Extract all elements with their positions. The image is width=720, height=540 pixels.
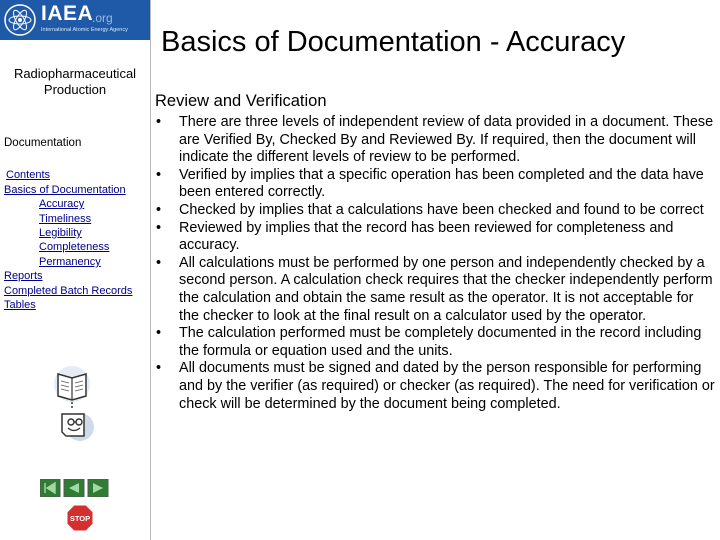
bullet-dot: • [156, 114, 162, 130]
logo-subtitle: International Atomic Energy Agency [41, 27, 128, 33]
bullet-list [155, 114, 715, 413]
bullet-dot: • [156, 325, 162, 342]
navigation-buttons [40, 479, 110, 497]
nav-tables[interactable]: Tables [4, 299, 36, 311]
bullet-item [155, 167, 715, 202]
section-subheading: Review and Verification [155, 92, 327, 110]
iaea-logo[interactable] [0, 0, 150, 40]
bullet-item [155, 202, 715, 220]
sidebar-heading-line1: Radiopharmaceutical [13, 66, 137, 81]
sidebar-heading-line2: Production [43, 82, 107, 97]
bullet-text: There are three levels of independent review of data provided in a document. These are Verified By, Checked By and Reviewed By. If required, then the document will indicate the different levels of review to be performed. [179, 114, 714, 166]
stop-sign-icon [66, 504, 94, 532]
stop-label: STOP [69, 514, 91, 523]
bullet-dot: • [156, 254, 162, 271]
nav-basics-of-documentation[interactable]: Basics of Documentation [4, 184, 126, 196]
book-reader-icon [52, 364, 96, 444]
page-title: Basics of Documentation - Accuracy [161, 26, 626, 58]
sidebar [0, 0, 151, 540]
nav-accuracy[interactable]: Accuracy [39, 198, 85, 210]
section-label: Documentation [4, 137, 82, 149]
bullet-text: All documents must be signed and dated by the person responsible for performing and by the verifier (as required) or checker (as required). The need for verification or check will be determined by the document being completed. [179, 360, 715, 412]
nav-legibility[interactable]: Legibility [39, 227, 82, 239]
nav-completed-batch-records[interactable]: Completed Batch Records [4, 285, 133, 297]
bullet-item [155, 114, 715, 167]
bullet-item [155, 220, 715, 255]
bullet-text: Reviewed by implies that the record has been reviewed for completeness and accuracy. [179, 219, 674, 254]
bullet-text: The calculation performed must be completely documented in the record including the formula or equation used and the units. [179, 325, 702, 359]
logo-name: IAEA [41, 2, 94, 25]
nav-contents[interactable]: Contents [6, 169, 51, 181]
bullet-dot: • [156, 166, 162, 183]
nav-timeliness[interactable]: Timeliness [39, 213, 92, 225]
next-page-button[interactable] [88, 479, 108, 497]
previous-page-button[interactable] [64, 479, 84, 497]
bullet-dot: • [156, 201, 162, 218]
sidebar-heading [0, 66, 150, 98]
first-page-button[interactable] [40, 479, 60, 497]
stop-button[interactable] [66, 504, 94, 532]
nav-permanency[interactable]: Permanency [39, 256, 101, 268]
bullet-text: All calculations must be performed by one person and independently checked by a second person. A calculation check requires that the checker independently perform the calculation and obtain the same result as the operator. It is not acceptable for the checker to look at the final result on a calculator used by the operator. [179, 254, 713, 324]
bullet-item [155, 255, 715, 325]
bullet-text: Checked by implies that a calculations have been checked and found to be correct [179, 201, 704, 218]
bullet-item [155, 360, 715, 413]
atom-emblem-icon [3, 3, 37, 37]
bullet-text: Verified by implies that a specific operation has been completed and the data have been entered correctly. [179, 166, 704, 201]
bullet-item [155, 325, 715, 360]
nav-completeness[interactable]: Completeness [39, 241, 110, 253]
nav-reports[interactable]: Reports [4, 270, 43, 282]
bullet-dot: • [156, 219, 162, 236]
bullet-dot: • [156, 360, 162, 377]
logo-org-suffix: .org [92, 11, 113, 25]
